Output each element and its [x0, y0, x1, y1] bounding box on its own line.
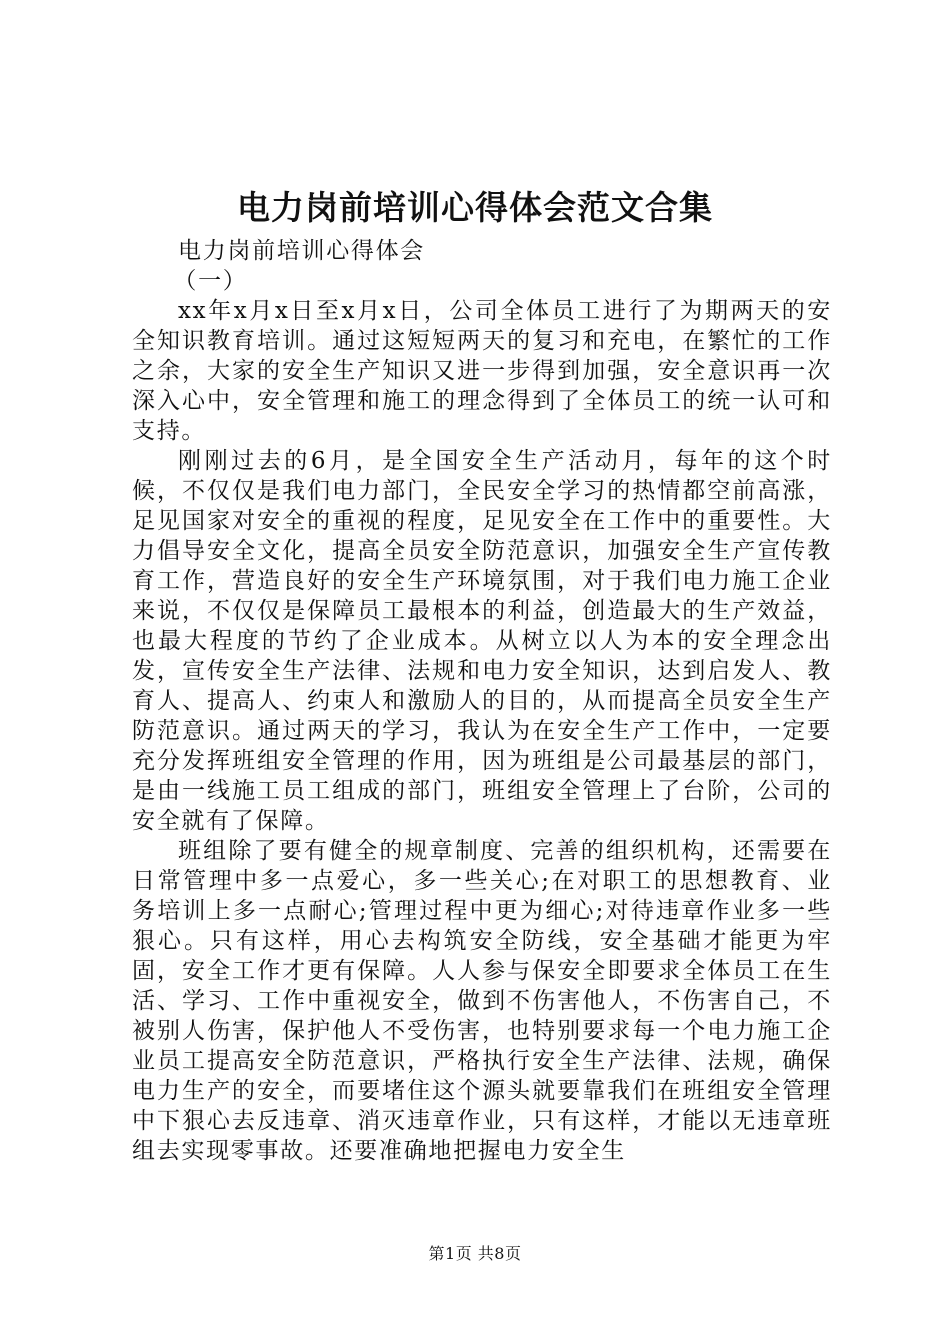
section-marker: （一） [173, 268, 248, 294]
document-subtitle: 电力岗前培训心得体会 [178, 238, 425, 264]
document-body [132, 236, 832, 1166]
page-number-footer: 第1页 共8页 [428, 1244, 522, 1263]
paragraph-2: 刚刚过去的6月，是全国安全生产活动月，每年的这个时候，不仅仅是我们电力部门，全民安全学习的热情都空前高涨，足见国家对安全的重视的程度，足见安全在工作中的重要性。大力倡导安全文化，提高全员安全防范意识，加强安全生产宣传教育工作，营造良好的安全生产环境氛围，对于我们电力施工企业来说，不仅仅是保障员工最根本的利益，创造最大的生产效益，也最大程度的节约了企业成本。从树立以人为本的安全理念出发，宣传安全生产法律、法规和电力安全知识，达到启发人、教育人、提高人、约束人和激励人的目的，从而提高全员安全生产防范意识。通过两天的学习，我认为在安全生产工作中，一定要充分发挥班组安全管理的作用，因为班组是公司最基层的部门，是由一线施工员工组成的部门，班组安全管理上了台阶，公司的安全就有了保障。 [132, 448, 832, 834]
paragraph-3: 班组除了要有健全的规章制度、完善的组织机构，还需要在日常管理中多一点爱心，多一些关心;在对职工的思想教育、业务培训上多一点耐心;管理过程中更为细心;对待违章作业多一些狠心。只有这样，用心去构筑安全防线，安全基础才能更为牢固，安全工作才更有保障。人人参与保安全即要求全体员工在生活、学习、工作中重视安全，做到不伤害他人，不伤害自己，不被别人伤害，保护他人不受伤害，也特别要求每一个电力施工企业员工提高安全防范意识，严格执行安全生产法律、法规，确保电力生产的安全，而要堵住这个源头就要靠我们在班组安全管理中下狠心去反违章、消灭违章作业，只有这样，才能以无违章班组去实现零事故。还要准确地把握电力安全生 [132, 838, 832, 1164]
paragraph-1: xx年x月x日至x月x日，公司全体员工进行了为期两天的安全知识教育培训。通过这短短两天的复习和充电，在繁忙的工作之余，大家的安全生产知识又进一步得到加强，安全意识再一次深入心中，安全管理和施工的理念得到了全体员工的统一认可和支持。 [132, 298, 832, 444]
document-title: 电力岗前培训心得体会范文合集 [237, 188, 713, 227]
